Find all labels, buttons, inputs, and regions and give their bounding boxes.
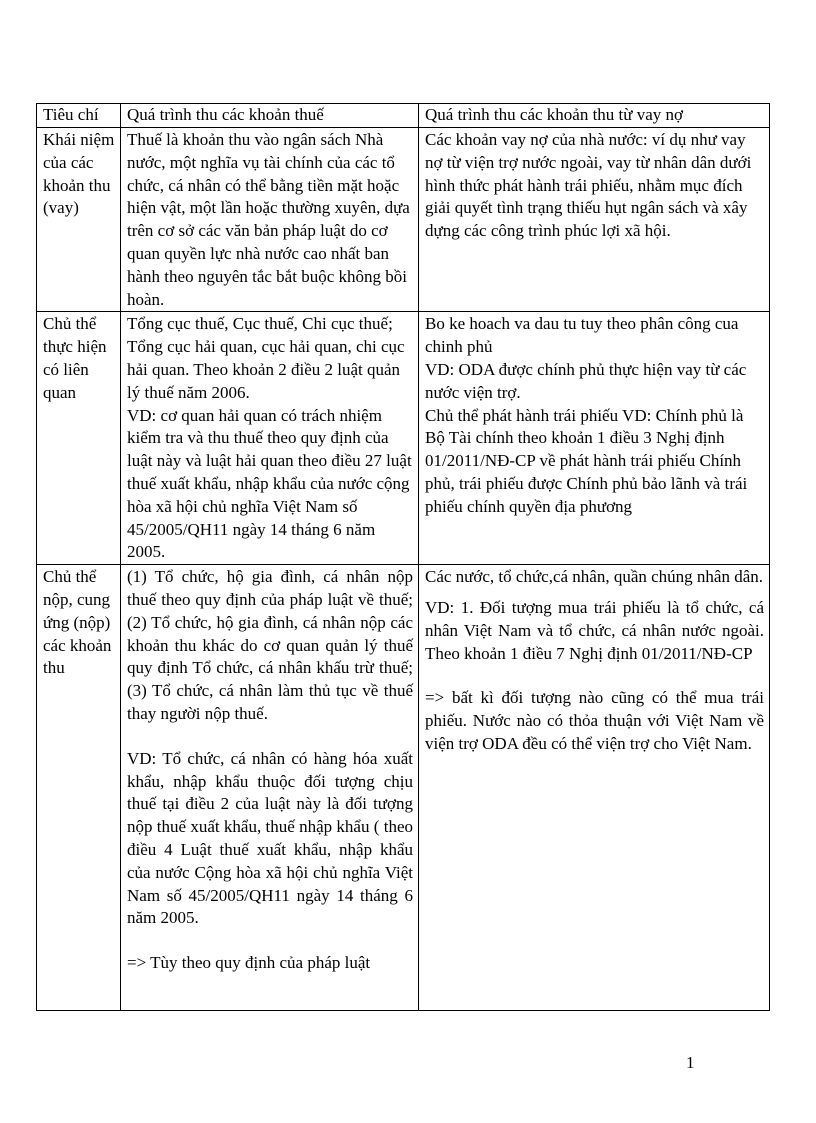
- tax-paragraph: Tổng cục thuế, Cục thuế, Chi cục thuế; Tổng cục hải quan, cục hải quan, chi cục hải quan. Theo khoản 2 điều 2 luật quản lý thuế năm 2006.: [127, 314, 405, 402]
- table-row: [37, 128, 770, 312]
- tax-paragraph: VD: cơ quan hải quan có trách nhiệm kiểm tra và thu thuế theo quy định của luật này và luật hải quan theo điều 27 luật thuế xuất khẩu, nhập khẩu của nước cộng hòa xã hội chủ nghĩa Việt Nam số 45/2005/QH11 ngày 14 tháng 6 năm 2005.: [127, 405, 412, 562]
- comparison-table: [36, 103, 770, 1011]
- debt-paragraph: Bo ke hoach va dau tu tuy theo phân công cua chinh phủ: [425, 314, 739, 357]
- tax-paragraph: VD: Tổ chức, cá nhân có hàng hóa xuất khẩu, nhập khẩu thuộc đối tượng chịu thuế tại điều 2 của luật này là đối tượng nộp thuế xuất khẩu, thuế nhập khẩu ( theo điều 4 Luật thuế xuất khẩu, nhập khẩu của nước Cộng hòa xã hội chủ nghĩa Việt Nam số 45/2005/QH11 ngày 14 tháng 6 năm 2005.: [127, 748, 413, 928]
- criterion-cell: Chủ thể nộp, cung ứng (nộp) các khoản thu: [37, 565, 121, 1011]
- criterion-cell: Khái niệm của các khoản thu (vay): [37, 128, 121, 312]
- table-row: [37, 565, 770, 1011]
- page-number: 1: [686, 1053, 695, 1072]
- debt-paragraph: Các nước, tổ chức,cá nhân, quần chúng nhân dân.: [425, 567, 764, 587]
- criterion-cell: Chủ thể thực hiện có liên quan: [37, 312, 121, 565]
- debt-paragraph: Các khoản vay nợ của nhà nước: ví dụ như vay nợ từ viện trợ nước ngoài, vay từ nhân dân dưới hình thức phát hành trái phiếu, nhằm mục đích giải quyết tình trạng thiếu hụt ngân sách và xây dựng các công trình phúc lợi xã hội.: [425, 130, 752, 241]
- debt-paragraph: VD: ODA được chính phủ thực hiện vay từ các nước viện trợ.: [425, 359, 747, 402]
- tax-paragraph: => Tùy theo quy định của pháp luật: [127, 953, 371, 973]
- debt-cell: [419, 312, 770, 565]
- tax-cell: [121, 128, 419, 312]
- header-debt-process: Quá trình thu các khoản thu từ vay nợ: [419, 104, 770, 128]
- debt-paragraph: VD: 1. Đối tượng mua trái phiếu là tổ chức, cá nhân Việt Nam và tổ chức, cá nhân nước ngoài. Theo khoản 1 điều 7 Nghị định 01/2011/NĐ-CP: [425, 597, 764, 663]
- tax-cell: [121, 565, 419, 1011]
- tax-cell: [121, 312, 419, 565]
- debt-paragraph: => bất kì đối tượng nào cũng có thể mua trái phiếu. Nước nào có thỏa thuận với Việt Nam về viện trợ ODA đều có thể viện trợ cho Việt Nam.: [425, 688, 764, 753]
- header-tax-process: Quá trình thu các khoản thuế: [121, 104, 419, 128]
- debt-cell: [419, 565, 770, 1011]
- debt-cell: [419, 128, 770, 312]
- table-header-row: [37, 104, 770, 128]
- tax-paragraph: Thuế là khoản thu vào ngân sách Nhà nước, một nghĩa vụ tài chính của các tổ chức, cá nhân có thể bằng tiền mặt hoặc hiện vật, một lần hoặc thường xuyên, dựa trên cơ sở các văn bản pháp luật do cơ quan quyền lực nhà nước cao nhất ban hành theo nguyên tắc bắt buộc không bồi hoàn.: [127, 130, 410, 309]
- header-criterion: Tiêu chí: [37, 104, 121, 128]
- tax-paragraph: (1) Tổ chức, hộ gia đình, cá nhân nộp thuế theo quy định của pháp luật về thuế;(2) Tổ chức, hộ gia đình, cá nhân nộp các khoản thu khác do cơ quan quản lý thuế quy định Tổ chức, cá nhân khấu trừ thuế; (3) Tổ chức, cá nhân làm thủ tục về thuế thay người nộp thuế.: [127, 567, 413, 723]
- table-row: [37, 312, 770, 565]
- debt-paragraph: Chủ thể phát hành trái phiếu VD: Chính phủ là Bộ Tài chính theo khoản 1 điều 3 Nghị định 01/2011/NĐ-CP về phát hành trái phiếu Chính phủ, trái phiếu được Chính phủ bảo lãnh và trái phiếu chính quyền địa phương: [425, 405, 748, 516]
